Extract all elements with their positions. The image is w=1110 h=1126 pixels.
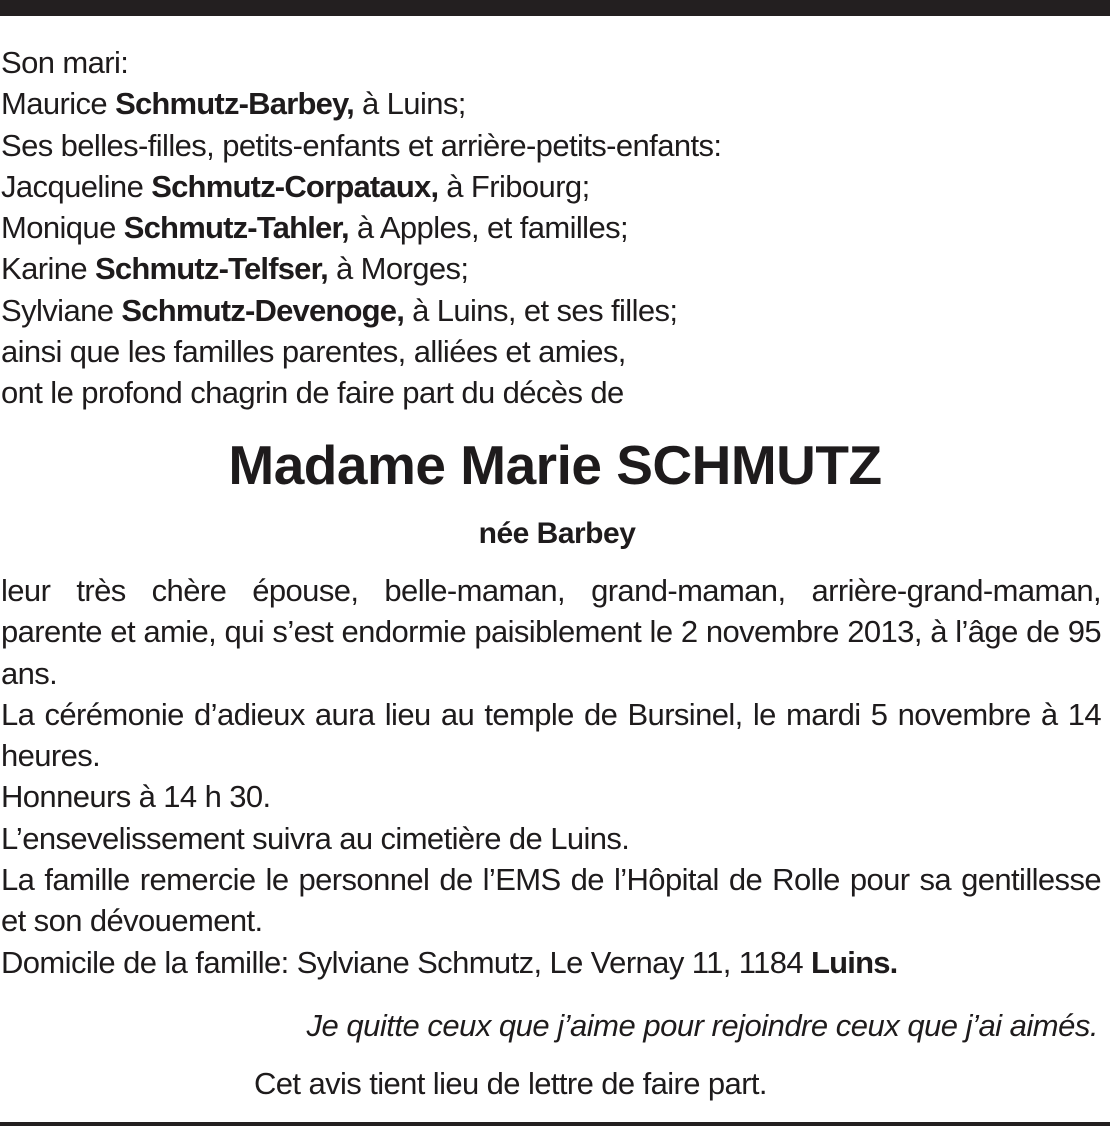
domicile-town: Luins. [811, 944, 898, 980]
husband-first-name: Maurice [1, 86, 116, 122]
member-first-name: Karine [1, 251, 96, 287]
family-member [1, 290, 1101, 331]
descendants-intro: Ses belles-filles, petits-enfants et arrière-petits-enfants: [1, 127, 722, 163]
member-first-name: Monique [1, 210, 124, 246]
deceased-name: Madame Marie SCHMUTZ [228, 434, 882, 496]
domicile-address: Domicile de la famille: Sylviane Schmutz, Le Vernay 11, 1184 [1, 944, 812, 980]
family-member [1, 166, 1101, 207]
member-first-name: Sylviane [1, 292, 122, 328]
thanks-paragraph: La famille remercie le personnel de l’EMS de l’Hôpital de Rolle pour sa gentillesse et son dévouement. [1, 862, 1101, 939]
bottom-rule [0, 1122, 1110, 1126]
member-location: à Morges; [328, 251, 469, 287]
husband-location: à Luins; [354, 86, 466, 122]
ceremony-paragraph: La cérémonie d’adieux aura lieu au temple de Bursinel, le mardi 5 novembre à 14 heures. [1, 696, 1101, 774]
member-location: à Apples, et familles; [348, 210, 629, 246]
family-list [1, 42, 1101, 414]
family-member [1, 248, 1101, 289]
member-location: à Fribourg; [438, 168, 590, 204]
husband-intro: Son mari: [1, 45, 129, 80]
member-location: à Luins, et ses filles; [404, 292, 678, 328]
top-rule [0, 0, 1110, 16]
burial-paragraph: L’ensevelissement suivra au cimetière de Luins. [1, 820, 630, 856]
relatives-line: ainsi que les familles parentes, alliées et amies, [1, 334, 626, 370]
domicile-paragraph [1, 942, 1101, 983]
member-surname: Schmutz-Tahler, [123, 210, 349, 246]
husband-line [1, 83, 1101, 124]
member-first-name: Jacqueline [1, 168, 152, 204]
tribute-paragraph: leur très chère épouse, belle-maman, grand-maman, arrière-grand-maman, parente et amie, qui s’est endormie paisiblement le 2 novembre 2013, à l’âge de 95 ans. [1, 573, 1101, 691]
notice-line: Cet avis tient lieu de lettre de faire part. [254, 1066, 767, 1101]
member-surname: Schmutz-Devenoge, [121, 292, 405, 328]
closing-quote: Je quitte ceux que j’aime pour rejoindre ceux que j’ai aimés. [306, 1008, 1098, 1043]
family-member [1, 207, 1101, 248]
husband-surname: Schmutz-Barbey, [115, 86, 354, 122]
honours-paragraph: Honneurs à 14 h 30. [1, 779, 271, 815]
announcement-line: ont le profond chagrin de faire part du décès de [1, 375, 624, 411]
member-surname: Schmutz-Telfser, [95, 251, 328, 287]
obituary-details [1, 570, 1101, 983]
member-surname: Schmutz-Corpataux, [151, 168, 439, 204]
maiden-name: née Barbey [478, 517, 636, 550]
